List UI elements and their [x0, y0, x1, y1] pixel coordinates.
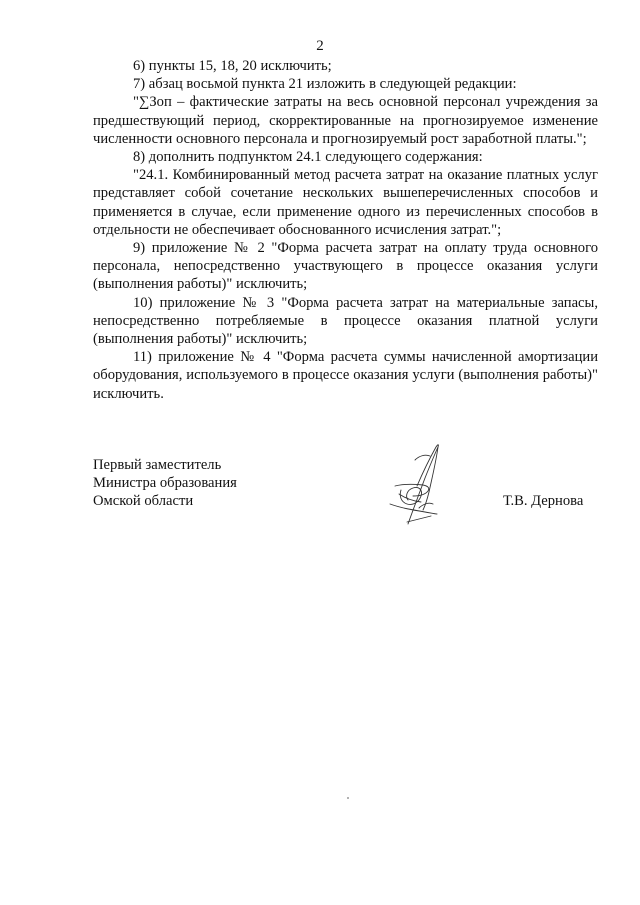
page-number: 2 [316, 38, 324, 54]
paragraph-item-11: 11) приложение № 4 "Форма расчета суммы начисленной амортизации оборудования, используемого в процессе оказания услуги (выполнения работы)" исключить. [93, 349, 598, 402]
signatory-position-line: Министра образования [93, 475, 237, 492]
paragraph-item-7: 7) абзац восьмой пункта 21 изложить в следующей редакции: [133, 76, 517, 93]
paragraph-quote-24-1: "24.1. Комбинированный метод расчета затрат на оказание платных услуг представляет собой сочетание нескольких вышеперечисленных способов и применяется в случае, если применение одного из перечисленных способов в отдельности не обеспечивает обоснованного исчисления затрат."; [93, 167, 598, 238]
paragraph-item-10: 10) приложение № 3 "Форма расчета затрат на материальные запасы, непосредственно потребляемые в процессе оказания платной услуги (выполнения работы)" исключить; [93, 294, 598, 348]
document-body [93, 57, 598, 403]
paragraph-item-9: 9) приложение № 2 "Форма расчета затрат на оплату труда основного персонала, непосредственно участвующего в процессе оказания услуги (выполнения работы)" исключить; [93, 240, 598, 293]
scan-speck [347, 797, 349, 799]
signatory-name: Т.В. Дернова [503, 493, 584, 509]
signatory-position-line: Первый заместитель [93, 457, 222, 473]
paragraph-item-8: 8) дополнить подпунктом 24.1 следующего содержания: [133, 149, 483, 166]
paragraph-quote-zop: "∑Зоп – фактические затраты на весь основной персонал учреждения за предшествующий период, скорректированные на прогнозируемое изменение численности основного персонала и прогнозируемый рост заработной платы."; [93, 94, 598, 147]
signatory-position-line: Омской области [93, 493, 194, 510]
paragraph-item-6: 6) пункты 15, 18, 20 исключить; [133, 58, 332, 74]
handwritten-signature [375, 438, 455, 530]
signatory-position [93, 456, 313, 511]
